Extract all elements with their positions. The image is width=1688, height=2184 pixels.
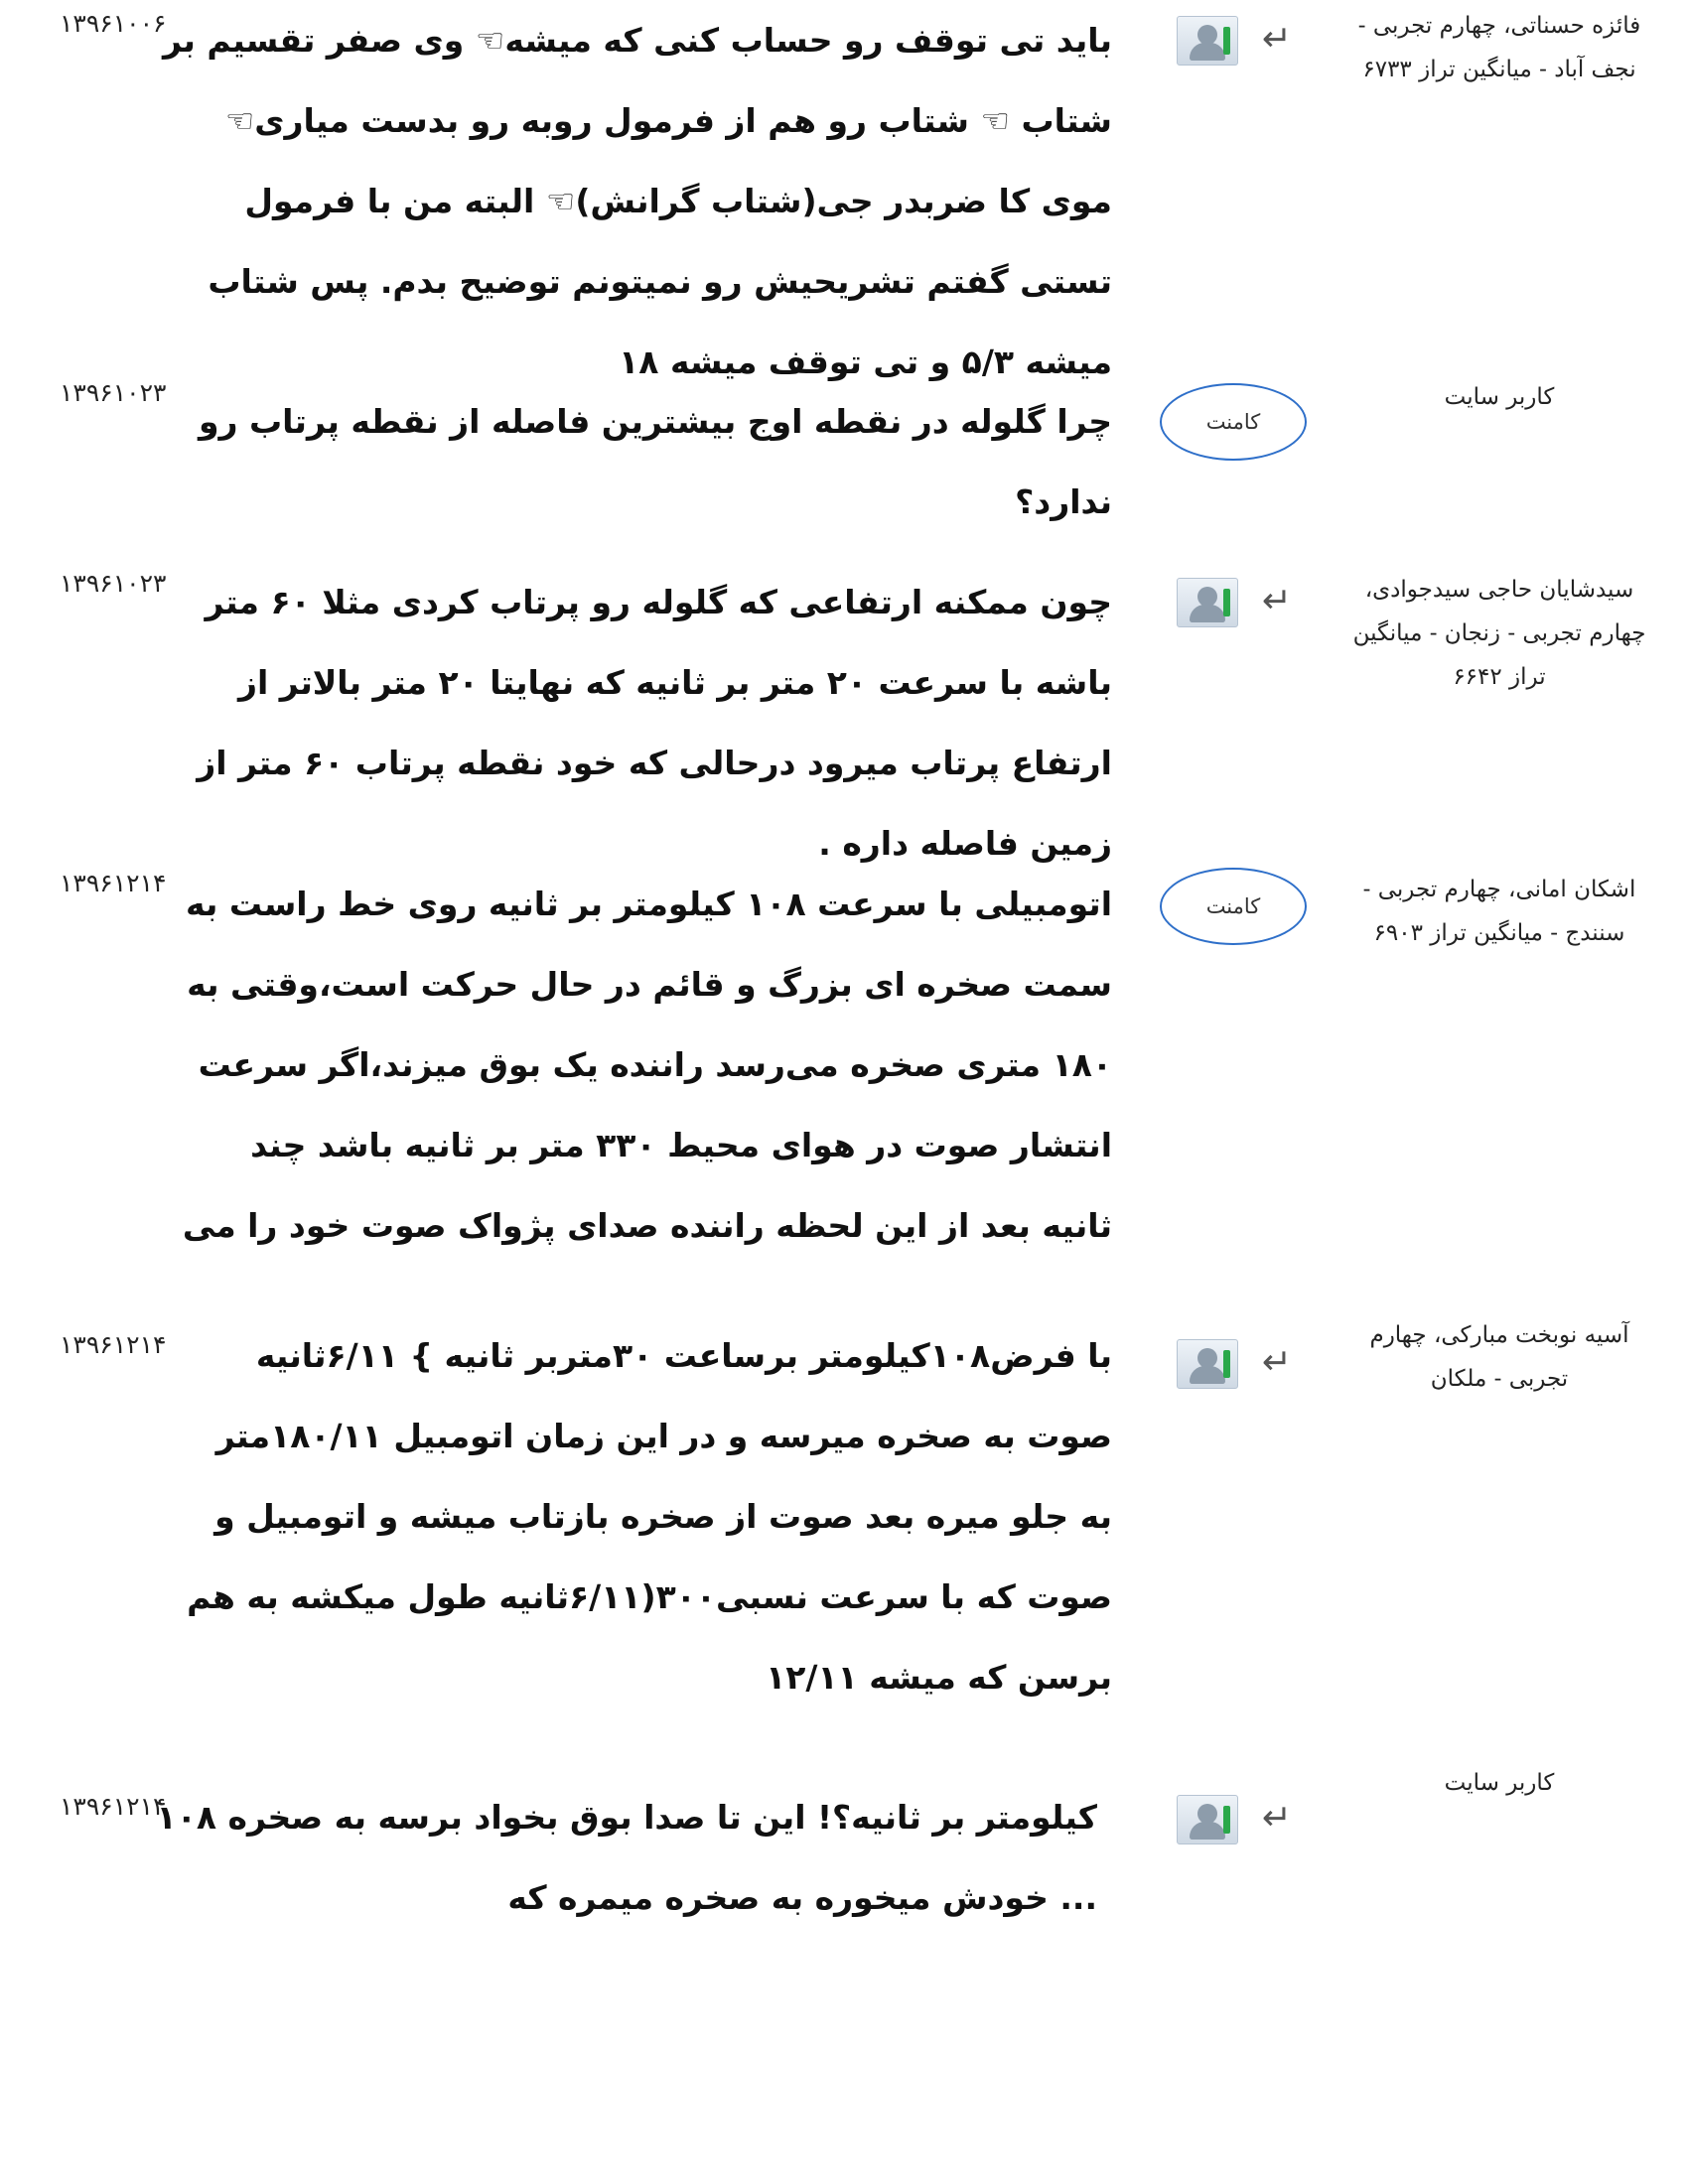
author-line: تراز ۶۶۴۲ [1453,664,1546,690]
reply-icon[interactable]: ↵ [1261,19,1293,60]
comment-author [1321,864,1678,955]
comment-author [1321,369,1678,426]
comment-date: ۱۳۹۶۱۰۲۳ [60,378,167,407]
author-line: کاربر سایت [1444,384,1555,410]
text-line: چون ممکنه ارتفاعی که گلوله رو پرتاب کردی مثلا ۶۰ متر [205,583,1112,621]
text-line: با فرض۱۰۸کیلومتر برساعت ۳۰متربر ثانیه } ۶/۱۱ثانیه [255,1336,1112,1375]
text-line: ندارد؟ [1015,482,1112,521]
text-line: به جلو میره بعد صوت از صخره بازتاب میشه و اتومبیل و [214,1497,1112,1536]
text-line: شتاب ☜ شتاب رو هم از فرمول روبه رو بدست میاری☜ [224,101,1112,140]
text-line: صوت که با سرعت نسبی۳۰۰(۶/۱۱ثانیه طول میکشه به هم [187,1577,1112,1616]
text-line: میشه ۵/۳ و تی توقف میشه ۱۸ [619,342,1112,381]
comment-text [182,864,1112,1266]
avatar-icon [1177,1339,1238,1389]
author-line: چهارم تجربی - زنجان - میانگین [1352,620,1646,646]
comment-date: ۱۳۹۶۱۰۲۳ [60,569,167,598]
text-line: اتومبیلی با سرعت ۱۰۸ کیلومتر بر ثانیه روی خط راست به [186,885,1112,923]
text-line: موی کا ضربدر جی(شتاب گرانش)☜ البته من با فرمول [244,182,1112,220]
comment-date: ۱۳۹۶۱۲۱۴ [60,1792,167,1821]
comment-date: ۱۳۹۶۱۲۱۴ [60,869,167,897]
text-line: زمین فاصله داره . [818,824,1112,863]
comment-icons [1177,1795,1306,1854]
comment-date: ۱۳۹۶۱۲۱۴ [60,1330,167,1359]
text-line: چرا گلوله در نقطه اوج بیشترین فاصله از نقطه پرتاب رو [199,402,1112,441]
text-line: ... خودش میخوره به صخره میمره که [507,1878,1097,1917]
reply-icon[interactable]: ↵ [1261,1798,1293,1839]
comment-icons [1177,16,1306,75]
author-line: کاربر سایت [1444,1770,1555,1796]
text-line: انتشار صوت در هوای محیط ۳۳۰ متر بر ثانیه باشد چند [250,1126,1112,1164]
comment-text [162,0,1112,402]
comment-text [187,1315,1112,1717]
comment-text [156,1777,1097,1938]
author-line: نجف آباد - میانگین تراز ۶۷۳۳ [1362,57,1636,82]
text-line: سمت صخره ای بزرگ و قائم در حال حرکت است،وقتی به [187,965,1112,1004]
comment-badge[interactable]: کامنت [1160,383,1307,461]
comment-icons [1177,578,1306,637]
author-line: فائزه حسناتی، چهارم تجربی - [1357,13,1641,39]
avatar-icon [1177,578,1238,627]
text-line: برسن که میشه ۱۲/۱۱ [766,1658,1112,1697]
text-line: ثانیه بعد از این لحظه راننده صدای پژواک صوت خود را می [182,1206,1112,1245]
author-line: اشکان امانی، چهارم تجربی - [1362,877,1636,902]
comment-text [197,562,1112,884]
comment-author [1321,1309,1678,1401]
text-line: باشه با سرعت ۲۰ متر بر ثانیه که نهایتا ۲۰ متر بالاتر از [238,663,1112,702]
author-line: آسیه نوبخت مبارکی، چهارم [1369,1322,1629,1348]
text-line: باید تی توقف رو حساب کنی که میشه☜ وی صفر تقسیم بر [162,21,1112,60]
avatar-icon [1177,16,1238,66]
author-line: تجربی - ملکان [1430,1366,1569,1392]
text-line: ۱۸۰ متری صخره می‌رسد راننده یک بوق میزند،اگر سرعت [198,1045,1112,1084]
text-line: تستی گفتم تشریحیش رو نمیتونم توضیح بدم. پس شتاب [208,262,1112,301]
comment-author [1321,1755,1678,1812]
comment-text [199,381,1112,542]
text-line: ارتفاع پرتاب میرود درحالی که خود نقطه پرتاب ۶۰ متر از [197,744,1112,782]
text-line: کیلومتر بر ثانیه؟! این تا صدا بوق بخواد برسه به صخره ۱۰۸ [156,1798,1097,1837]
comment-icons [1177,1339,1306,1399]
author-line: سنندج - میانگین تراز ۶۹۰۳ [1373,920,1625,946]
author-line: سیدشایان حاجی سیدجوادی، [1364,577,1634,603]
comment-author [1321,564,1678,699]
reply-icon[interactable]: ↵ [1261,581,1293,621]
avatar-icon [1177,1795,1238,1844]
comment-author [1321,0,1678,91]
reply-icon[interactable]: ↵ [1261,1342,1293,1383]
text-line: صوت به صخره میرسه و در این زمان اتومبیل ۱۸۰/۱۱متر [215,1417,1112,1455]
comment-badge[interactable]: کامنت [1160,868,1307,945]
comment-date: ۱۳۹۶۱۰۰۶ [60,9,167,38]
